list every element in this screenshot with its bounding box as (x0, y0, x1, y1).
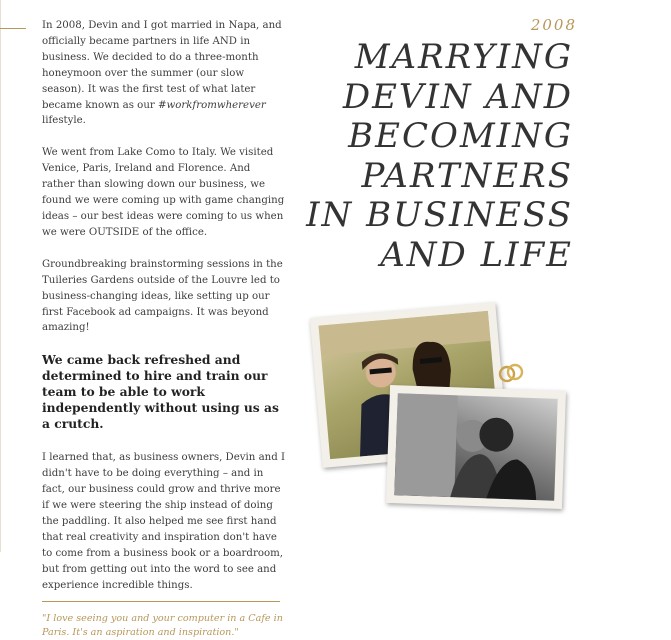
kiss-illustration (394, 393, 557, 501)
photo-collage (300, 300, 580, 530)
wedding-rings-icon (498, 362, 524, 384)
title-line: MARRYING (354, 37, 573, 77)
year-label: 2008 (530, 16, 577, 34)
title-line: AND LIFE (380, 234, 573, 275)
title-line: PARTNERS (361, 155, 573, 196)
title-line: IN BUSINESS (306, 195, 573, 235)
paragraph-4: I learned that, as business owners, Devin and I didn't have to be doing everything – and in fact, our business could grow and thrive more if we were steering the ship instead of doing the paddling. It also helped me see first hand that real creativity and inspiration don't have to come from a business book or a boardroom, but from getting out into the word to see and experience incredible things. (42, 452, 285, 591)
title-line: DEVIN AND (342, 76, 573, 117)
callout-text: We came back refreshed and determined to hire and train our team to be able to work independently without using us as a crutch. (42, 352, 279, 432)
title-line: BECOMING (348, 116, 573, 156)
pull-quote: "I love seeing you and your computer in a Cafe in Paris. It's an aspiration and inspiration." (42, 613, 283, 639)
page-left-border (0, 0, 1, 552)
paragraph-3: Groundbreaking brainstorming sessions in the Tuileries Gardens outside of the Louvre led to business-changing ideas, like setting up our first Facebook ad campaigns. It was beyond amazing! (42, 258, 283, 334)
paragraph-1: In 2008, Devin and I got married in Napa, and officially became partners in life AND in business. We decided to do a three-month honeymoon over the summer (our slow season). It was the first test of what later became known as our #workfromwherever lifestyle. (42, 20, 282, 127)
gold-accent-rule (0, 28, 26, 29)
article-body (42, 18, 286, 640)
kiss-photo-bw (386, 385, 566, 509)
article-title (303, 38, 573, 275)
quote-divider (42, 601, 280, 602)
paragraph-2: We went from Lake Como to Italy. We visited Venice, Paris, Ireland and Florence. And rather than slowing down our business, we found we were coming up with game changing ideas – our best ideas were coming to us when we were OUTSIDE of the office. (42, 147, 285, 238)
